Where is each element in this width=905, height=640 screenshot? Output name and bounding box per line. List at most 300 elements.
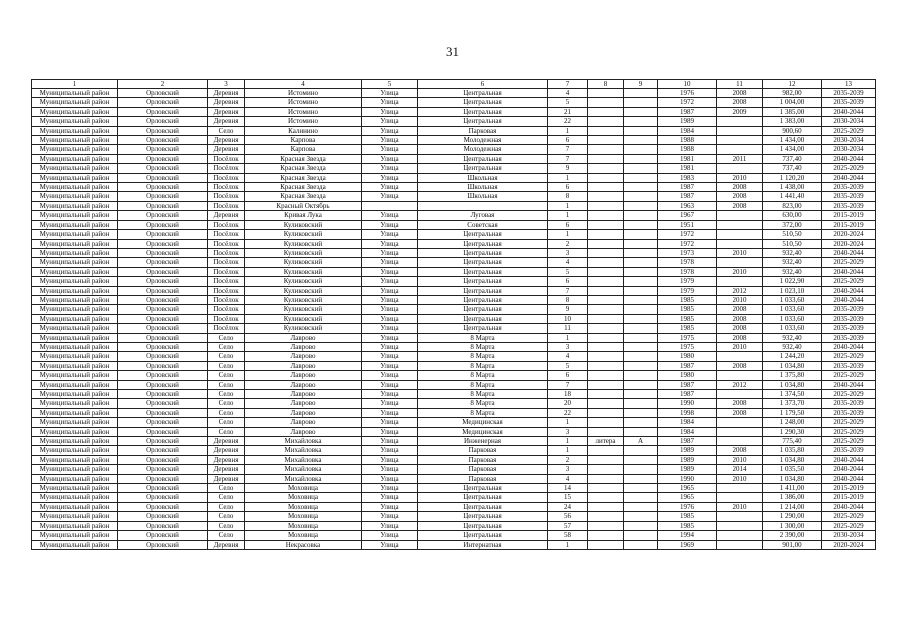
table-cell: Посёлок (208, 230, 245, 239)
table-cell: 2025-2029 (822, 277, 876, 286)
table-cell: Муниципальный район (32, 230, 118, 239)
table-cell: Куликовский (245, 267, 362, 276)
table-cell: 1994 (658, 531, 717, 540)
table-cell: 57 (548, 521, 588, 530)
table-cell: Муниципальный район (32, 211, 118, 220)
table-cell: 1987 (658, 107, 717, 116)
table-cell: Орловский (118, 305, 208, 314)
table-cell: Улица (362, 333, 418, 342)
table-row (32, 540, 876, 549)
table-row (32, 258, 876, 267)
table-row (32, 474, 876, 483)
table-cell: Моховица (245, 512, 362, 521)
table-cell (624, 107, 658, 116)
table-cell: 1 120,20 (763, 173, 822, 182)
table-cell (588, 324, 624, 333)
table-cell: Парковая (418, 465, 548, 474)
table-cell: Муниципальный район (32, 324, 118, 333)
table-cell: Муниципальный район (32, 305, 118, 314)
table-cell (588, 295, 624, 304)
table-cell (588, 136, 624, 145)
table-cell: Куликовский (245, 248, 362, 257)
table-cell: Моховица (245, 521, 362, 530)
table-cell (624, 89, 658, 98)
table-cell: 1975 (658, 333, 717, 342)
table-cell: Муниципальный район (32, 342, 118, 351)
table-cell: Деревня (208, 540, 245, 549)
table-cell (624, 446, 658, 455)
table-cell: Муниципальный район (32, 239, 118, 248)
table-cell: Улица (362, 107, 418, 116)
table-cell: 1989 (658, 446, 717, 455)
table-cell: Посёлок (208, 192, 245, 201)
table-row (32, 173, 876, 182)
table-cell: Улица (362, 154, 418, 163)
table-cell: 1980 (658, 371, 717, 380)
table-cell: Улица (362, 371, 418, 380)
table-cell: 1 386,00 (763, 493, 822, 502)
table-cell: Орловский (118, 286, 208, 295)
table-cell: 1988 (658, 136, 717, 145)
table-cell: Муниципальный район (32, 399, 118, 408)
table-cell: 2040-2044 (822, 107, 876, 116)
table-cell: Центральная (418, 295, 548, 304)
table-cell: 775,40 (763, 437, 822, 446)
table-cell: Муниципальный район (32, 248, 118, 257)
table-cell: 56 (548, 512, 588, 521)
table-cell: Село (208, 371, 245, 380)
table-cell (588, 258, 624, 267)
table-cell (588, 220, 624, 229)
table-cell (717, 493, 763, 502)
table-row (32, 324, 876, 333)
table-cell: 1 248,00 (763, 418, 822, 427)
table-row (32, 305, 876, 314)
table-cell: 1987 (658, 390, 717, 399)
table-cell: Лаврово (245, 380, 362, 389)
table-cell (624, 512, 658, 521)
table-cell: Муниципальный район (32, 107, 118, 116)
table-cell: 1984 (658, 418, 717, 427)
table-cell: Посёлок (208, 305, 245, 314)
table-cell (624, 474, 658, 483)
table-cell: 1 290,00 (763, 512, 822, 521)
column-number-cell: 8 (588, 80, 624, 89)
table-cell: Орловский (118, 98, 208, 107)
table-cell: Парковая (418, 474, 548, 483)
table-cell: Муниципальный район (32, 521, 118, 530)
table-cell: Лаврово (245, 418, 362, 427)
table-cell: 1988 (658, 145, 717, 154)
table-cell (588, 305, 624, 314)
table-cell: 2030-2034 (822, 145, 876, 154)
table-cell (624, 286, 658, 295)
table-cell: 2020-2024 (822, 230, 876, 239)
table-cell: Молодежная (418, 145, 548, 154)
table-cell (717, 220, 763, 229)
table-cell: 1985 (658, 324, 717, 333)
table-cell (624, 230, 658, 239)
table-cell: Улица (362, 248, 418, 257)
table-cell: 2009 (717, 107, 763, 116)
table-cell (588, 154, 624, 163)
table-cell: 2010 (717, 295, 763, 304)
table-cell: 510,50 (763, 239, 822, 248)
table-cell: 2010 (717, 474, 763, 483)
table-cell: 1975 (658, 342, 717, 351)
table-cell: 58 (548, 531, 588, 540)
table-cell: Орловский (118, 324, 208, 333)
table-row (32, 145, 876, 154)
table-row (32, 230, 876, 239)
table-row (32, 380, 876, 389)
table-cell: 2015-2019 (822, 211, 876, 220)
table-cell: Лаврово (245, 390, 362, 399)
table-row (32, 361, 876, 370)
table-row (32, 136, 876, 145)
table-cell: 1984 (658, 427, 717, 436)
table-cell: Орловский (118, 455, 208, 464)
table-cell: Центральная (418, 230, 548, 239)
table-cell (624, 531, 658, 540)
table-cell: 2035-2039 (822, 305, 876, 314)
table-cell: Орловский (118, 211, 208, 220)
table-cell: 2025-2029 (822, 427, 876, 436)
table-cell: Орловский (118, 173, 208, 182)
table-cell: Орловский (118, 183, 208, 192)
table-cell: Орловский (118, 380, 208, 389)
table-cell: 7 (548, 145, 588, 154)
table-cell: Орловский (118, 201, 208, 210)
table-row (32, 183, 876, 192)
table-cell: Улица (362, 512, 418, 521)
table-cell (624, 502, 658, 511)
table-cell: Луговая (418, 211, 548, 220)
table-cell (588, 418, 624, 427)
table-cell (588, 333, 624, 342)
table-cell: Куликовский (245, 324, 362, 333)
table-cell: 1985 (658, 521, 717, 530)
table-cell: 1 035,80 (763, 446, 822, 455)
table-cell (588, 408, 624, 417)
table-cell (624, 248, 658, 257)
table-cell: Орловский (118, 342, 208, 351)
table-row (32, 493, 876, 502)
table-cell: Посёлок (208, 258, 245, 267)
table-cell: 2010 (717, 173, 763, 182)
table-cell: 1985 (658, 295, 717, 304)
table-cell: 8 (548, 192, 588, 201)
table-cell: Улица (362, 418, 418, 427)
table-cell: Улица (362, 324, 418, 333)
table-cell: 2040-2044 (822, 502, 876, 511)
table-cell (717, 117, 763, 126)
table-cell: Центральная (418, 258, 548, 267)
table-cell: 1 023,10 (763, 286, 822, 295)
table-cell: 1980 (658, 352, 717, 361)
table-cell (588, 361, 624, 370)
table-cell: Муниципальный район (32, 512, 118, 521)
table-cell: 2008 (717, 305, 763, 314)
table-cell: 8 Марта (418, 390, 548, 399)
table-cell: 2015-2019 (822, 484, 876, 493)
table-cell: Школьная (418, 173, 548, 182)
table-cell (624, 390, 658, 399)
table-cell (624, 305, 658, 314)
table-cell: Советская (418, 220, 548, 229)
table-cell (588, 164, 624, 173)
table-cell: 1976 (658, 89, 717, 98)
table-cell: 2040-2044 (822, 465, 876, 474)
table-cell (588, 352, 624, 361)
table-cell (717, 512, 763, 521)
table-row (32, 399, 876, 408)
table-cell: Орловский (118, 493, 208, 502)
table-cell: Деревня (208, 98, 245, 107)
table-cell (717, 230, 763, 239)
table-cell: 1 (548, 446, 588, 455)
table-cell: 1 (548, 418, 588, 427)
table-cell: 2040-2044 (822, 474, 876, 483)
table-cell: Село (208, 531, 245, 540)
table-cell: 2035-2039 (822, 192, 876, 201)
table-cell: Село (208, 484, 245, 493)
table-cell: 8 Марта (418, 371, 548, 380)
table-row (32, 531, 876, 540)
table-cell: Инженерная (418, 437, 548, 446)
table-cell: Центральная (418, 493, 548, 502)
table-cell (624, 145, 658, 154)
table-cell: Улица (362, 192, 418, 201)
table-cell: 2040-2044 (822, 286, 876, 295)
table-cell: 2008 (717, 192, 763, 201)
table-cell: Центральная (418, 107, 548, 116)
table-cell: Село (208, 408, 245, 417)
table-cell: Посёлок (208, 248, 245, 257)
table-cell: 5 (548, 361, 588, 370)
table-cell: Муниципальный район (32, 201, 118, 210)
table-cell: Улица (362, 437, 418, 446)
table-cell (588, 211, 624, 220)
table-cell: 2008 (717, 361, 763, 370)
table-row (32, 248, 876, 257)
table-row (32, 371, 876, 380)
table-cell: Михайловка (245, 437, 362, 446)
table-cell: Лаврово (245, 342, 362, 351)
table-cell: Орловский (118, 126, 208, 135)
table-cell: Парковая (418, 446, 548, 455)
table-cell (624, 540, 658, 549)
table-cell (624, 342, 658, 351)
column-number-cell: 4 (245, 80, 362, 89)
table-cell: 2025-2029 (822, 521, 876, 530)
column-number-row (32, 80, 876, 89)
table-cell: Муниципальный район (32, 390, 118, 399)
table-cell: Муниципальный район (32, 484, 118, 493)
column-number-cell: 5 (362, 80, 418, 89)
table-cell: Муниципальный район (32, 267, 118, 276)
table-cell: Улица (362, 531, 418, 540)
table-cell (418, 201, 548, 210)
table-row (32, 333, 876, 342)
table-cell: Муниципальный район (32, 286, 118, 295)
table-cell: 14 (548, 484, 588, 493)
table-cell (624, 154, 658, 163)
table-cell: Центральная (418, 305, 548, 314)
table-cell: 6 (548, 371, 588, 380)
table-cell: Орловский (118, 192, 208, 201)
table-row (32, 277, 876, 286)
table-cell: Красная Звезда (245, 173, 362, 182)
table-cell: 2008 (717, 324, 763, 333)
table-cell: 2008 (717, 333, 763, 342)
table-cell (717, 521, 763, 530)
table-cell: Лаврово (245, 399, 362, 408)
table-cell: Центральная (418, 324, 548, 333)
table-cell: Кривая Лука (245, 211, 362, 220)
table-cell: Орловский (118, 502, 208, 511)
table-cell (588, 248, 624, 257)
table-cell: 2010 (717, 248, 763, 257)
table-row (32, 455, 876, 464)
table-row (32, 89, 876, 98)
table-cell: Орловский (118, 484, 208, 493)
table-cell: 7 (548, 380, 588, 389)
table-cell (717, 277, 763, 286)
table-cell: Карпова (245, 136, 362, 145)
table-cell (624, 192, 658, 201)
table-cell: Куликовский (245, 295, 362, 304)
table-cell: Орловский (118, 107, 208, 116)
table-cell (624, 267, 658, 276)
table-cell: Центральная (418, 512, 548, 521)
table-row (32, 314, 876, 323)
table-cell: Парковая (418, 126, 548, 135)
table-cell: Муниципальный район (32, 446, 118, 455)
table-cell: 2015-2019 (822, 220, 876, 229)
table-cell: Улица (362, 484, 418, 493)
table-cell: 1 441,40 (763, 192, 822, 201)
page-number: 31 (446, 44, 459, 59)
table-row (32, 267, 876, 276)
table-cell: Медицинская (418, 427, 548, 436)
table-cell: Михайловка (245, 465, 362, 474)
table-cell (624, 484, 658, 493)
table-cell: 1 033,60 (763, 305, 822, 314)
table-cell: Калинино (245, 126, 362, 135)
table-cell (624, 211, 658, 220)
table-cell: 1989 (658, 117, 717, 126)
table-cell: Лаврово (245, 361, 362, 370)
table-cell (588, 531, 624, 540)
table-cell: 2008 (717, 446, 763, 455)
table-cell: 4 (548, 258, 588, 267)
table-cell: Деревня (208, 136, 245, 145)
table-cell: Орловский (118, 333, 208, 342)
table-cell: Куликовский (245, 230, 362, 239)
table-cell: Моховица (245, 493, 362, 502)
column-number-cell: 1 (32, 80, 118, 89)
table-cell: Моховица (245, 484, 362, 493)
table-cell (624, 295, 658, 304)
column-number-cell: 2 (118, 80, 208, 89)
table-cell: 8 Марта (418, 361, 548, 370)
table-cell: Лаврово (245, 352, 362, 361)
table-cell: Орловский (118, 437, 208, 446)
table-cell: 2025-2029 (822, 512, 876, 521)
table-cell: Муниципальный район (32, 427, 118, 436)
table-cell (588, 474, 624, 483)
table-cell: 2040-2044 (822, 295, 876, 304)
table-cell: Улица (362, 98, 418, 107)
table-row (32, 484, 876, 493)
column-number-cell: 11 (717, 80, 763, 89)
table-cell: 3 (548, 342, 588, 351)
table-row (32, 512, 876, 521)
table-cell: 15 (548, 493, 588, 502)
table-cell: Красный Октябрь (245, 201, 362, 210)
table-cell: Муниципальный район (32, 437, 118, 446)
table-cell (624, 314, 658, 323)
table-cell: Муниципальный район (32, 117, 118, 126)
table-cell: Посёлок (208, 314, 245, 323)
table-cell (717, 371, 763, 380)
table-cell: 6 (548, 183, 588, 192)
table-cell: 2035-2039 (822, 399, 876, 408)
table-cell: Лаврово (245, 371, 362, 380)
table-cell: 2 390,00 (763, 531, 822, 540)
table-cell: Орловский (118, 117, 208, 126)
table-cell: 2040-2044 (822, 455, 876, 464)
table-cell: 823,00 (763, 201, 822, 210)
table-cell (588, 267, 624, 276)
table-cell: 11 (548, 324, 588, 333)
table-cell: 1981 (658, 164, 717, 173)
table-cell: 1 034,80 (763, 380, 822, 389)
table-cell (588, 521, 624, 530)
table-cell (717, 126, 763, 135)
table-cell (588, 399, 624, 408)
table-cell: 1990 (658, 399, 717, 408)
table-cell: Куликовский (245, 258, 362, 267)
table-cell: Посёлок (208, 295, 245, 304)
table-cell: 1 375,80 (763, 371, 822, 380)
table-cell (588, 390, 624, 399)
table-cell (624, 117, 658, 126)
table-cell (624, 126, 658, 135)
table-cell (624, 418, 658, 427)
table-cell: 6 (548, 220, 588, 229)
table-cell (588, 98, 624, 107)
table-cell: Молодежная (418, 136, 548, 145)
table-cell: Улица (362, 455, 418, 464)
table-cell: 2012 (717, 286, 763, 295)
table-cell: Куликовский (245, 314, 362, 323)
table-cell (624, 324, 658, 333)
table-cell: 2 (548, 455, 588, 464)
table-cell (588, 192, 624, 201)
table-cell (624, 427, 658, 436)
table-cell: Село (208, 333, 245, 342)
table-row (32, 446, 876, 455)
table-cell: Орловский (118, 230, 208, 239)
table-cell: 2025-2029 (822, 371, 876, 380)
table-cell: 2008 (717, 201, 763, 210)
table-cell: Улица (362, 258, 418, 267)
table-cell (624, 201, 658, 210)
table-cell: литера (588, 437, 624, 446)
table-cell: 1 (548, 437, 588, 446)
